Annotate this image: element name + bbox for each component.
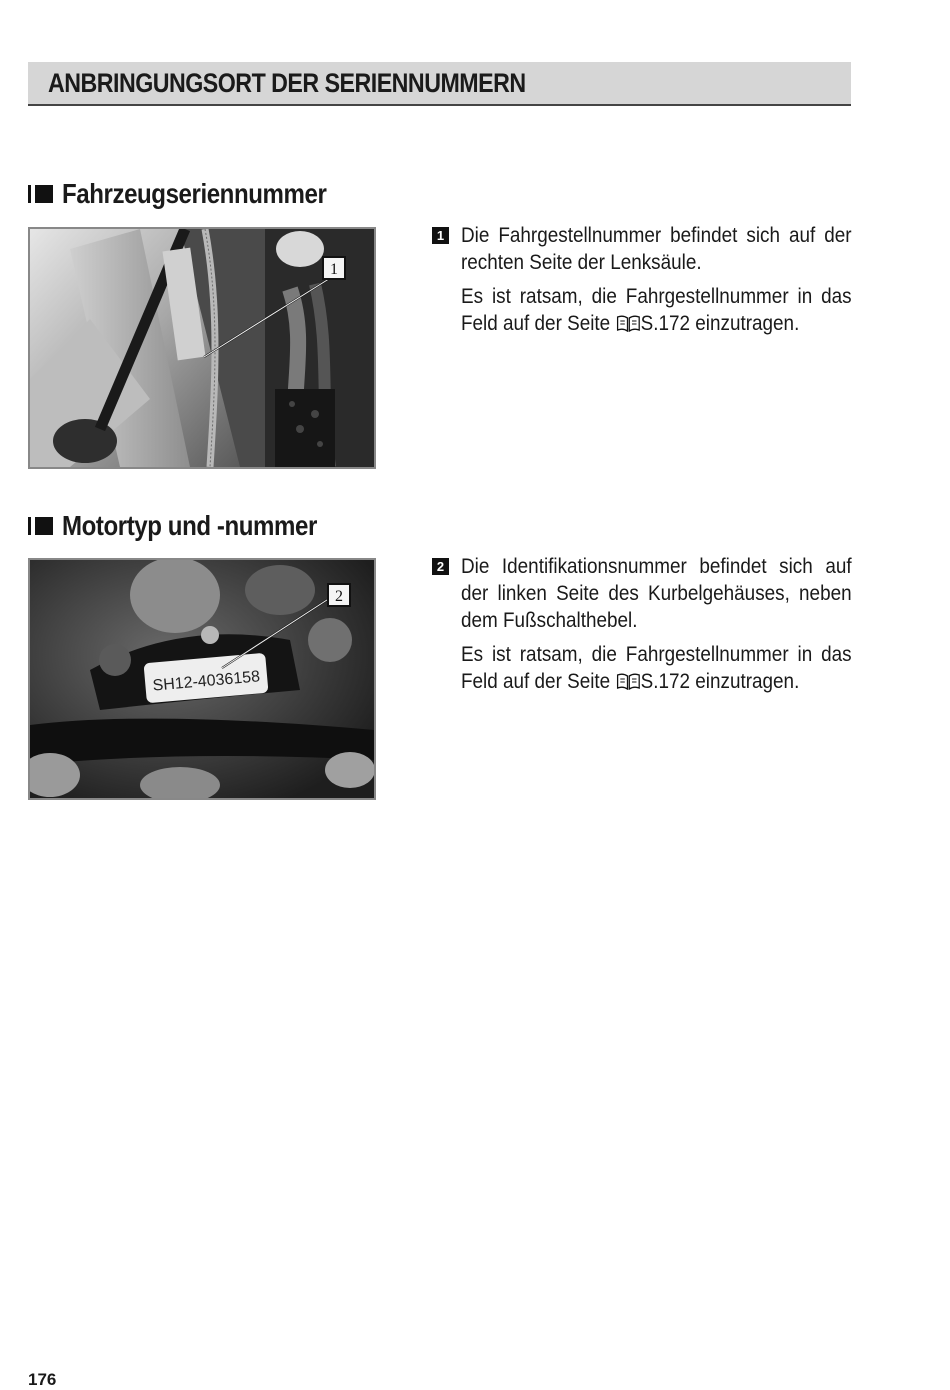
- callout-note: Es ist ratsam, die Fahrgestellnummer in das Feld auf der Seite S.172 einzutragen.: [461, 643, 852, 693]
- frame-number-photo: [28, 227, 376, 469]
- frame-number-callout: [432, 222, 852, 344]
- engine-number-photo-image: [30, 560, 374, 798]
- page-number: 176: [28, 1370, 57, 1389]
- section-heading-engine-number: [28, 510, 358, 542]
- callout-note: Es ist ratsam, die Fahrgestellnummer in das Feld auf der Seite S.172 einzutragen.: [461, 285, 852, 335]
- photo-callout-number: 2: [335, 588, 343, 605]
- book-reference-icon: [615, 672, 640, 690]
- page-title: ANBRINGUNGSORT DER SERIENNUMMERN: [48, 68, 526, 98]
- callout-number-badge: 1: [432, 227, 449, 244]
- engine-number-label: SH12-4036158: [151, 668, 261, 695]
- engine-number-callout: [432, 553, 852, 702]
- section-marker-icon: [28, 516, 54, 536]
- page-header: [28, 62, 851, 106]
- callout-text: Die Identifikationsnummer befindet sich auf der linken Seite des Kurbelgehäuses, neben dem Fußschalthebel.: [461, 555, 852, 632]
- section-title: Motortyp und -nummer: [62, 510, 317, 541]
- callout-number-badge: 2: [432, 558, 449, 575]
- section-title: Fahrzeugseriennummer: [62, 178, 327, 209]
- photo-callout-number: 1: [330, 261, 338, 278]
- frame-number-photo-image: [30, 229, 374, 467]
- book-reference-icon: [615, 314, 640, 332]
- section-heading-frame-number: [28, 178, 369, 210]
- section-marker-icon: [28, 184, 54, 204]
- engine-number-photo: [28, 558, 376, 800]
- callout-text: Die Fahrgestellnummer befindet sich auf der rechten Seite der Lenksäule.: [461, 224, 852, 274]
